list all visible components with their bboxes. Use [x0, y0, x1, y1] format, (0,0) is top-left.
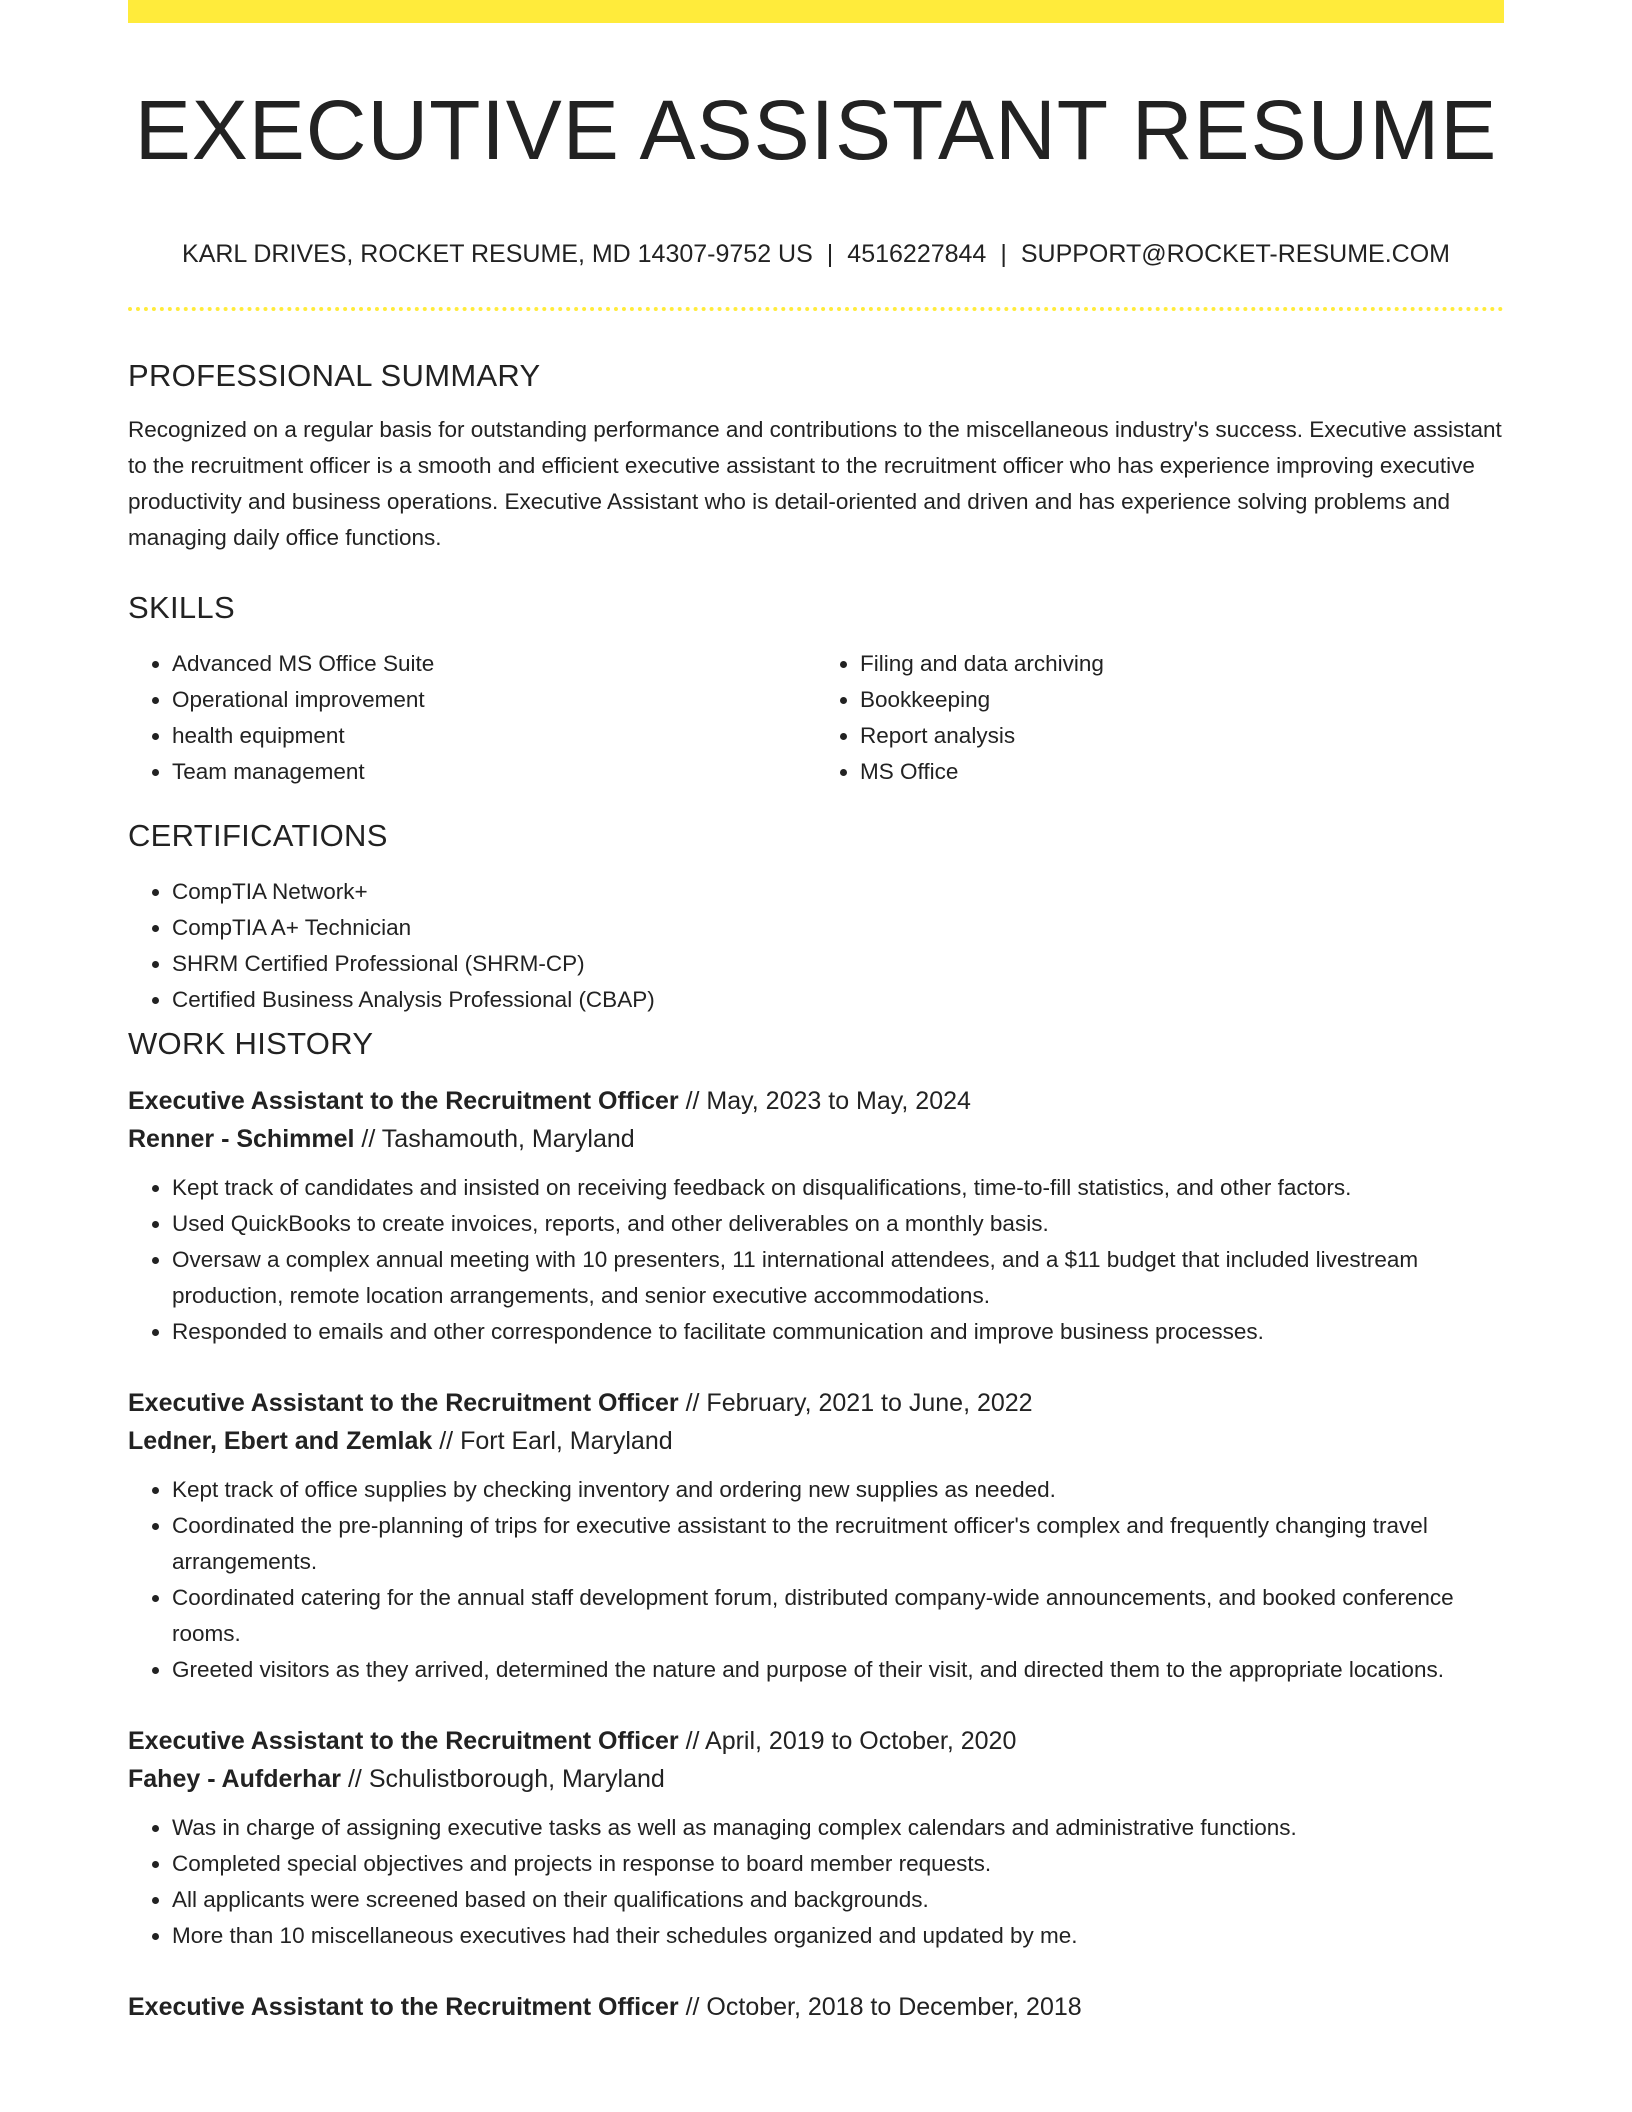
job-location: Fort Earl, Maryland	[460, 1427, 673, 1455]
contact-line	[128, 236, 1504, 272]
job-dates: February, 2021 to June, 2022	[706, 1389, 1033, 1417]
job-separator: //	[678, 1087, 707, 1115]
job-dates: May, 2023 to May, 2024	[706, 1087, 971, 1115]
certifications-list	[128, 874, 1504, 1018]
skill-item: • Advanced MS Office Suite	[172, 646, 816, 682]
job-separator: //	[432, 1427, 461, 1455]
job-bullet: • Greeted visitors as they arrived, determined the nature and purpose of their visit, and directed them to the appropriate locations.	[172, 1652, 1504, 1688]
job-bullet: • Responded to emails and other correspondence to facilitate communication and improve business processes.	[172, 1314, 1504, 1350]
resume-title: EXECUTIVE ASSISTANT RESUME	[134, 83, 1498, 177]
job-title-line	[128, 1722, 1504, 1760]
skill-item: • Filing and data archiving	[860, 646, 1504, 682]
job-company: Fahey - Aufderhar	[128, 1765, 342, 1793]
job-entry	[128, 1988, 1504, 2026]
work-history-heading: WORK HISTORY	[128, 1026, 374, 1061]
job-separator: //	[354, 1125, 382, 1153]
certification-item: • Certified Business Analysis Professional (CBAP)	[172, 982, 1504, 1018]
accent-top-bar	[128, 0, 1504, 23]
skill-item: • Report analysis	[860, 718, 1504, 754]
job-entry	[128, 1082, 1504, 1350]
skill-item: • Operational improvement	[172, 682, 816, 718]
job-location: Schulistborough, Maryland	[368, 1765, 665, 1793]
job-title-line	[128, 1082, 1504, 1120]
skill-item: • Team management	[172, 754, 816, 790]
job-separator: //	[678, 1389, 707, 1417]
contact-email: SUPPORT@ROCKET-RESUME.COM	[1020, 240, 1450, 268]
summary-text: Recognized on a regular basis for outstanding performance and contributions to the miscellaneous industry's success. Executive assistant to the recruitment officer is a smooth and efficient executive assistant to the recruitment officer who has experience improving executive productivity and business operations. Executive Assistant who is detail-oriented and driven and has experience solving problems and managing daily office functions.	[128, 417, 1502, 550]
job-company-line	[128, 1120, 1504, 1158]
job-bullets	[128, 1472, 1504, 1688]
job-dates: April, 2019 to October, 2020	[705, 1727, 1017, 1755]
job-entry	[128, 1722, 1504, 1954]
certification-item: • CompTIA Network+	[172, 874, 1504, 910]
job-bullet: • Kept track of office supplies by checking inventory and ordering new supplies as needed.	[172, 1472, 1504, 1508]
skills-list-left	[128, 646, 816, 790]
skills-list-right	[816, 646, 1504, 790]
job-bullet: • Used QuickBooks to create invoices, reports, and other deliverables on a monthly basis.	[172, 1206, 1504, 1242]
job-bullet: • Was in charge of assigning executive tasks as well as managing complex calendars and administrative functions.	[172, 1810, 1504, 1846]
summary-heading: PROFESSIONAL SUMMARY	[128, 358, 541, 393]
contact-phone: 4516227844	[847, 240, 987, 268]
job-bullet: • Coordinated the pre-planning of trips for executive assistant to the recruitment officer's complex and frequently changing travel arrangements.	[172, 1508, 1504, 1580]
certifications-heading: CERTIFICATIONS	[128, 818, 388, 853]
job-separator: //	[678, 1727, 706, 1755]
certification-item: • SHRM Certified Professional (SHRM-CP)	[172, 946, 1504, 982]
job-bullet: • Coordinated catering for the annual staff development forum, distributed company-wide announcements, and booked conference rooms.	[172, 1580, 1504, 1652]
job-bullet: • Oversaw a complex annual meeting with 10 presenters, 11 international attendees, and a $11 budget that included livestream production, remote location arrangements, and senior executive accommodations.	[172, 1242, 1504, 1314]
skill-item: • health equipment	[172, 718, 816, 754]
contact-separator: |	[826, 240, 834, 268]
skills-columns	[128, 634, 1504, 790]
job-bullet: • Kept track of candidates and insisted on receiving feedback on disqualifications, time-to-fill statistics, and other factors.	[172, 1170, 1504, 1206]
job-title: Executive Assistant to the Recruitment Officer	[128, 1727, 679, 1755]
job-title: Executive Assistant to the Recruitment Officer	[128, 1993, 679, 2021]
certification-item: • CompTIA A+ Technician	[172, 910, 1504, 946]
job-location: Tashamouth, Maryland	[381, 1125, 635, 1153]
job-company-line	[128, 1760, 1504, 1798]
job-bullets	[128, 1170, 1504, 1350]
job-title-line	[128, 1988, 1504, 2026]
job-bullet: • All applicants were screened based on their qualifications and backgrounds.	[172, 1882, 1504, 1918]
job-separator: //	[341, 1765, 369, 1793]
job-title: Executive Assistant to the Recruitment Officer	[128, 1389, 679, 1417]
job-company: Ledner, Ebert and Zemlak	[128, 1427, 433, 1455]
job-title-line	[128, 1384, 1504, 1422]
contact-separator: |	[1000, 240, 1007, 268]
skills-heading: SKILLS	[128, 590, 235, 625]
job-company: Renner - Schimmel	[128, 1125, 355, 1153]
job-title: Executive Assistant to the Recruitment Officer	[128, 1087, 679, 1115]
job-separator: //	[678, 1993, 707, 2021]
job-bullet: • More than 10 miscellaneous executives had their schedules organized and updated by me.	[172, 1918, 1504, 1954]
contact-address: KARL DRIVES, ROCKET RESUME, MD 14307-9752 US	[182, 240, 813, 268]
skill-item: • MS Office	[860, 754, 1504, 790]
job-entry	[128, 1384, 1504, 1688]
dotted-divider	[128, 307, 1504, 311]
job-bullet: • Completed special objectives and projects in response to board member requests.	[172, 1846, 1504, 1882]
skill-item: • Bookkeeping	[860, 682, 1504, 718]
job-dates: October, 2018 to December, 2018	[706, 1993, 1082, 2021]
job-bullets	[128, 1810, 1504, 1954]
job-company-line	[128, 1422, 1504, 1460]
resume-body	[128, 350, 1504, 2060]
